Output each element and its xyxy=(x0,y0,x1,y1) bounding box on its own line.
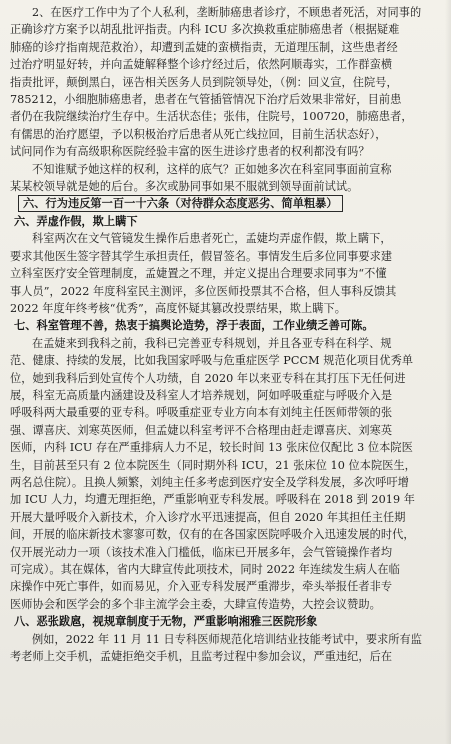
text-line: 医师协会和医学会的多个非主流学会主委，大肆宣传造势，大控会议赞助。 xyxy=(10,597,381,611)
text-line: 事人员”，2022 年度科室民主测评，多位医师投票其不合格，但人事科反馈其 xyxy=(10,284,397,298)
text-line: 立科室医疗安全管理制度，孟婕置之不理，并定义提出合理要求同事为“不懂 xyxy=(10,267,387,281)
text-line: 试问同作为有高级职称医院经验丰富的医生进诊疗患者的权利都没有吗？ xyxy=(10,145,370,159)
section-heading: 七、科室管理不善，热衷于搞舆论造势，浮于表面，工作业绩乏善可陈。 xyxy=(14,318,374,333)
text-line: 开展大量呼吸介入新技术，介入诊疗水平迅速提高，但自 2020 年其担任主任期 xyxy=(10,510,406,524)
text-line: 某某校领导就是她的后台。多次或胁同事如果不服就到领导面前试试。 xyxy=(10,180,359,194)
text-line: 例如，2022 年 11 月 11 日专科医师规范化培训结业技能考试中，要求所有监 xyxy=(32,632,423,646)
text-line: 过治疗明显好转，并向孟婕解释整个诊疗经过后，依然阿顺毒实，工作群蛮横 xyxy=(10,58,393,72)
text-line: 医师，内科 ICU 存在严重排病人力不足，较长时间 13 张床位仅配比 3 位本院医 xyxy=(10,441,413,455)
section-heading: 八、恶张跋扈，视规章制度于无物，严重影响湘雅三医院形象 xyxy=(14,614,318,629)
text-line: 呼吸科两大最重要的亚专科。呼吸重症亚专业方向本有刘纯主任医师带领的张 xyxy=(10,406,393,420)
text-line: 生，目前甚至只有 2 位本院医生（同时期外科 ICU，21 张床位 10 位本院医生， xyxy=(10,458,416,472)
text-line: 不知谁赋予她这样的权利，这样的底气？正如她多次在科室同事面前宣称 xyxy=(32,162,392,176)
page-shadow xyxy=(445,0,451,744)
text-line: 可完成）。其在媒体，省内大肆宣传此项技术，同时 2022 年连续发生病人在临 xyxy=(10,563,400,576)
text-line: 展，科室无高质量内涵建设及科室人才培养规划，阿如呼吸重症与呼吸介入是 xyxy=(10,388,393,402)
text-line: 两名总住院）。且换人频繁，刘纯主任多考虑到医疗安全及学科发展，多次呼吁增 xyxy=(10,475,409,489)
text-line: 强、谭喜庆、刘寒英医师，但孟婕以科室考评不合格理由赶走谭喜庆、刘寒英 xyxy=(10,423,393,437)
text-line: 有儒思的治疗愿望，予以积极治疗后患者从死亡线拉回，目前生活状态好）， xyxy=(10,127,387,141)
text-line: 科室两次在文气管镜发生操作后患者死亡，孟婕均弄虚作假，欺上瞒下， xyxy=(32,232,392,246)
text-line: 指责批评，颠倒黑白，诬告相关医务人员到院领导处，（例：回义宣，住院号， xyxy=(10,75,398,89)
text-line: 785212，小细胞肺癌患者，患者在气管插管情况下治疗后效果非常好，目前患 xyxy=(10,93,402,107)
text-line: 间，开展的临床新技术寥寥可数，仅有的在各国家医院呼吸介入迅速发展的时代， xyxy=(10,528,415,542)
text-line: 2022 年度年终考核“优秀”，高度怀疑其篡改投票结果，欺上瞒下。 xyxy=(10,301,346,315)
text-line: 考老师上交手机，孟婕拒绝交手机，且监考过程中参加会议，严重违纪，后在 xyxy=(10,650,393,664)
text-line: 范、健康、持续的发展，比如我国家呼吸与危重症医学 PCCM 规范化项目优秀单 xyxy=(10,354,414,368)
text-line: 正确诊疗方案予以胡乱批评指责。内科 ICU 多次换救重症肺癌患者（根据疑难 xyxy=(10,23,400,37)
violation-box: 六、行为违反第一百一十六条（对待群众态度恶劣、简单粗暴） xyxy=(18,195,343,212)
section-heading: 六、弄虚作假，欺上瞒下 xyxy=(14,213,138,228)
text-line: 者仍在我院继续治疗生存中。生活状态佳；张伟，住院号，100720，肺癌患者， xyxy=(10,110,413,124)
text-line: 在孟婕来到我科之前，我科已完善亚专科规划，并且各亚专科在科学、规 xyxy=(32,336,392,350)
text-line: 仅开展光动力一项（该技术准入门槛低，临床已开展多年，会气管镜操作者均 xyxy=(10,545,393,559)
text-line: 加 ICU 人力，均遭无理拒绝，严重影响亚专科发展。呼吸科在 2018 到 2019 年 xyxy=(10,493,415,507)
text-line: 床操作中死亡事件，如而易见，介入亚专科发展严重滞步，牵头举报任者非专 xyxy=(10,580,393,594)
text-line: 要求其他医生签字替其学生承担责任，假冒签名。事情发生后多位同事要求建 xyxy=(10,249,393,263)
text-line: 2、在医疗工作中为了个人私利，垄断肺癌患者诊疗，不顾患者死活，对同事的 xyxy=(32,6,422,19)
document-text-body xyxy=(10,4,443,665)
text-line: 肺癌的诊疗指南规范救治），却遭到孟婕的蛮横指责，无道理压制，这些患者经 xyxy=(10,40,398,54)
text-line: 位，她到我科后到处宣传个人功绩，自 2020 年以来亚专科在其打压下无任何进 xyxy=(10,371,406,385)
text-line xyxy=(10,195,443,212)
